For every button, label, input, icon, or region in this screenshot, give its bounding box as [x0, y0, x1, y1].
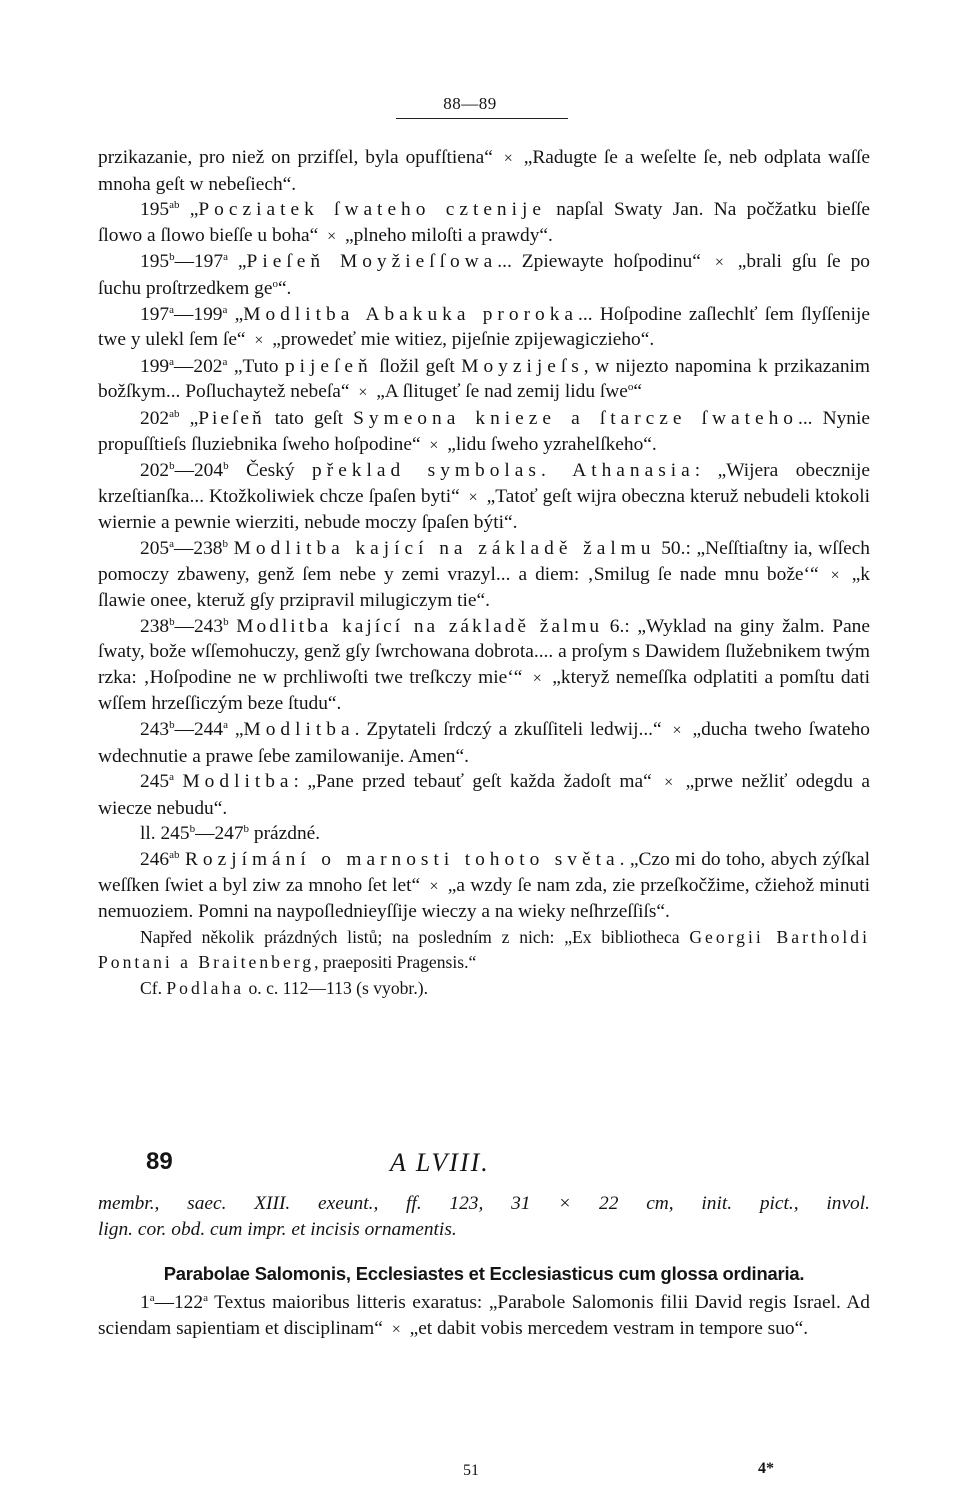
paragraph-11: ll. 245$^b$—247$^b$ prázdné. [140, 823, 321, 845]
signature-mark: 4* [758, 1460, 774, 1477]
entry-number: 89 [146, 1148, 173, 1175]
catalog-entry-header [98, 1148, 870, 1188]
paragraph-5: $202^{ab}$ „Pieſeň tato geſt Symeona knieze a ſtarcze ſwateho... Nynie propuſſtieſs ſluziebnika ſweho hoſpodine“ × „lidu ſweho yzrahelſkeho“. [98, 407, 871, 455]
paragraph-13: Napřed několik prázdných listů; na posledním z nich: „Ex bibliotheca Georgii Bartholdi Pontani a Braitenberg, praepositi Pragensis.“ [98, 926, 870, 973]
paragraph-4: 199$^a$—202$^a$ „Tuto pijeſeň ſložil geſt Moyzijeſs, w nijezto napomina k przikazanim božſkym... Poſluchaytež nebeſa“ × „A ſlitugeť ſe nad zemij lidu ſwe$^o$“ [98, 355, 870, 403]
paragraph-7: 205$^a$—238$^b$ Modlitba kající na základě žalmu 50.: „Neſſtiaſtny ia, wſſech pomoczy zbaweny, genž ſem nebe y zemi vrazyl... a diem: ‚Smilug ſe nade mnu bože‘“ × „k ſlawie onee, kteruž gſy przipravil milugiczym tie“. [98, 537, 871, 612]
final-text [98, 1290, 870, 1343]
page-folio: 51 [463, 1462, 479, 1479]
paragraph-12: $246^{ab}$ Rozjímání o marnosti tohoto světa. „Czo mi do toho, abych zýſkal weſſken ſwiet a byl ziw za mnoho ſet let“ × „a wzdy ſe nam zda, zie przeſkočžime, cžiehož minuti nemuoziem. Pomni na naypoſlednieyſſije wieczy a na wieky neſhrzeſſiſs“. [98, 849, 871, 923]
shelfmark: A LVIII. [390, 1148, 490, 1177]
physical-description [98, 1191, 870, 1243]
paragraph-10: 245$^a$ Modlitba: „Pane przed tebauť geſt každa žadoſt ma“ × „prwe nežliť odegdu a wiecze nebudu“. [98, 771, 870, 819]
running-head: 88—89 [443, 94, 497, 113]
work-title: Parabolae Salomonis, Ecclesiastes et Ecclesiasticus cum glossa ordinaria. [163, 1263, 805, 1284]
paragraph-3: 197$^a$—199$^a$ „Modlitba Abakuka proroka... Hoſpodine zaſlechlť ſem ſlyſſenije twe y ulekl ſem ſe“ × „prowedeť mie witiez, pijeſnie zpijewagiczieho“. [98, 303, 870, 351]
description-line-2: lign. cor. obd. cum impr. et incisis ornamentis. [98, 1219, 457, 1240]
paragraph-9: 243$^b$—244$^a$ „Modlitba. Zpytateli ſrdczý a zkuſſiteli ledwij...“ × „ducha tweho ſwateho wdechnutie a prawe ſebe zamilowanije. Amen“. [98, 719, 870, 767]
paragraph-14: Cf. Podlaha o. c. 112—113 (s vyobr.). [140, 978, 428, 998]
paragraph-8: 238$^b$—243$^b$ Modlitba kající na základě žalmu 6.: „Wyklad na giny žalm. Pane ſwaty, bože wſſemohuczy, genž gſy ſwrchowana dobrota.... a proſym s Dawidem ſlužebnikem twým rzka: ‚Hoſpodine ne w prchliwoſti twe treſkczy mie‘“ × „kteryž nemeſſka odplatiti a pomſtu dati wſſem hrzeſſiczým beze ſtudu“. [98, 615, 871, 715]
header-rule [396, 118, 568, 119]
final-paragraph: 1$^a$—122$^a$ Textus maioribus litteris exaratus: „Parabole Salomonis filii David regis Israel. Ad sciendam sapientiam et disciplinam“ × „et dabit vobis mercedem vestram in tempore suo“. [98, 1292, 870, 1339]
description-line-1: membr., saec. XIII. exeunt., ff. 123, 31 × 22 cm, init. pict., invol. [98, 1193, 870, 1214]
paragraph-6: 202$^b$—204$^b$ Český překlad symbolas. Athanasia: „Wijera obecznije krzeſtianſka... Ktožkoliwiek chcze ſpaſen byti“ × „Tatoť geſt wijra obeczna kteruž nebudeli ktokoli wiernie a pewnie wierziti, nebude moczy ſpaſen býti“. [98, 460, 870, 534]
paragraph-0: przikazanie, pro niež on przifſel, byla opufſtiena“ × „Radugte ſe a weſelte ſe, neb odplata waſſe mnoha geſt w nebeſiech“. [98, 147, 871, 195]
paragraph-1: $195^{ab}$ „Pocziatek ſwateho cztenije napſal Swaty Jan. Na počžatku bieſſe ſlowo a ſlowo bieſſe u boha“ × „plneho miloſti a prawdy“. [98, 199, 870, 246]
body-text [98, 145, 870, 1002]
paragraph-2: 195$^b$—197$^a$ „Pieſeň Moyžieſſowa... Zpiewayte hoſpodinu“ × „brali gſu ſe po ſuchu proſtrzedkem $ge^o“$. [98, 251, 870, 299]
